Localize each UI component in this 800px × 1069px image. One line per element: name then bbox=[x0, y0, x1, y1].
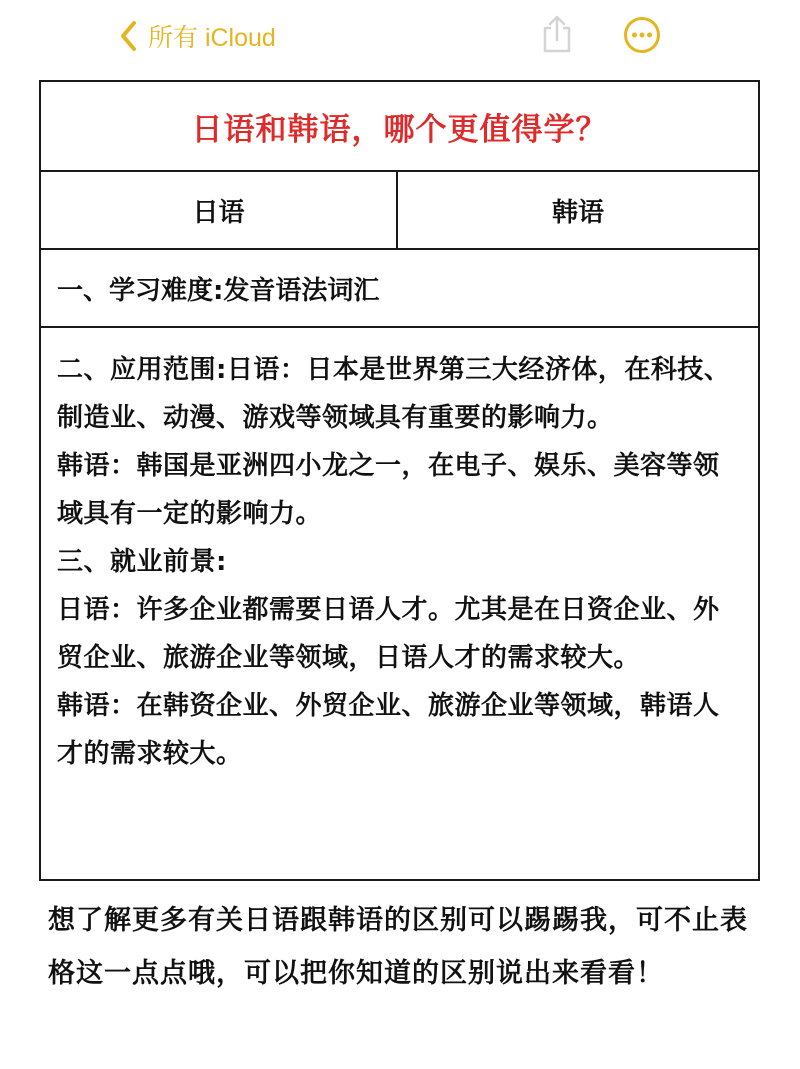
difficulty-text: 一、学习难度:发音语法词汇 bbox=[57, 275, 380, 306]
more-icon bbox=[622, 15, 662, 55]
employment-heading: 三、就业前景: bbox=[57, 547, 227, 577]
share-icon bbox=[538, 14, 576, 54]
chevron-left-icon bbox=[118, 20, 138, 52]
share-button[interactable] bbox=[538, 14, 576, 54]
back-label: 所有 iCloud bbox=[148, 24, 276, 52]
footer-text: 想了解更多有关日语跟韩语的区别可以踢踢我，可不止表格这一点点哦，可以把你知道的区别说出来看看！ bbox=[48, 905, 748, 989]
table-header-row bbox=[41, 172, 758, 250]
table-title: 日语和韩语，哪个更值得学？ bbox=[191, 111, 608, 148]
back-button[interactable] bbox=[118, 16, 276, 56]
footer-note bbox=[48, 894, 758, 1000]
navigation-bar bbox=[0, 0, 800, 72]
content-cell bbox=[41, 328, 758, 778]
header-japanese: 日语 bbox=[41, 172, 398, 248]
more-button[interactable] bbox=[622, 15, 662, 55]
difficulty-row bbox=[41, 250, 758, 328]
employment-korean: 韩语：在韩资企业、外贸企业、旅游企业等领域，韩语人才的需求较大。 bbox=[57, 691, 720, 769]
employment-japanese: 日语：许多企业都需要日语人才。尤其是在日资企业、外贸企业、旅游企业等领域，日语人才的需求较大。 bbox=[57, 595, 720, 673]
application-japanese: 二、应用范围:日语：日本是世界第三大经济体，在科技、制造业、动漫、游戏等领域具有重要的影响力。 bbox=[57, 355, 731, 433]
header-korean: 韩语 bbox=[551, 197, 604, 228]
comparison-table bbox=[39, 80, 760, 881]
table-title-row bbox=[41, 82, 758, 172]
application-korean: 韩语：韩国是亚洲四小龙之一，在电子、娱乐、美容等领域具有一定的影响力。 bbox=[57, 451, 720, 529]
